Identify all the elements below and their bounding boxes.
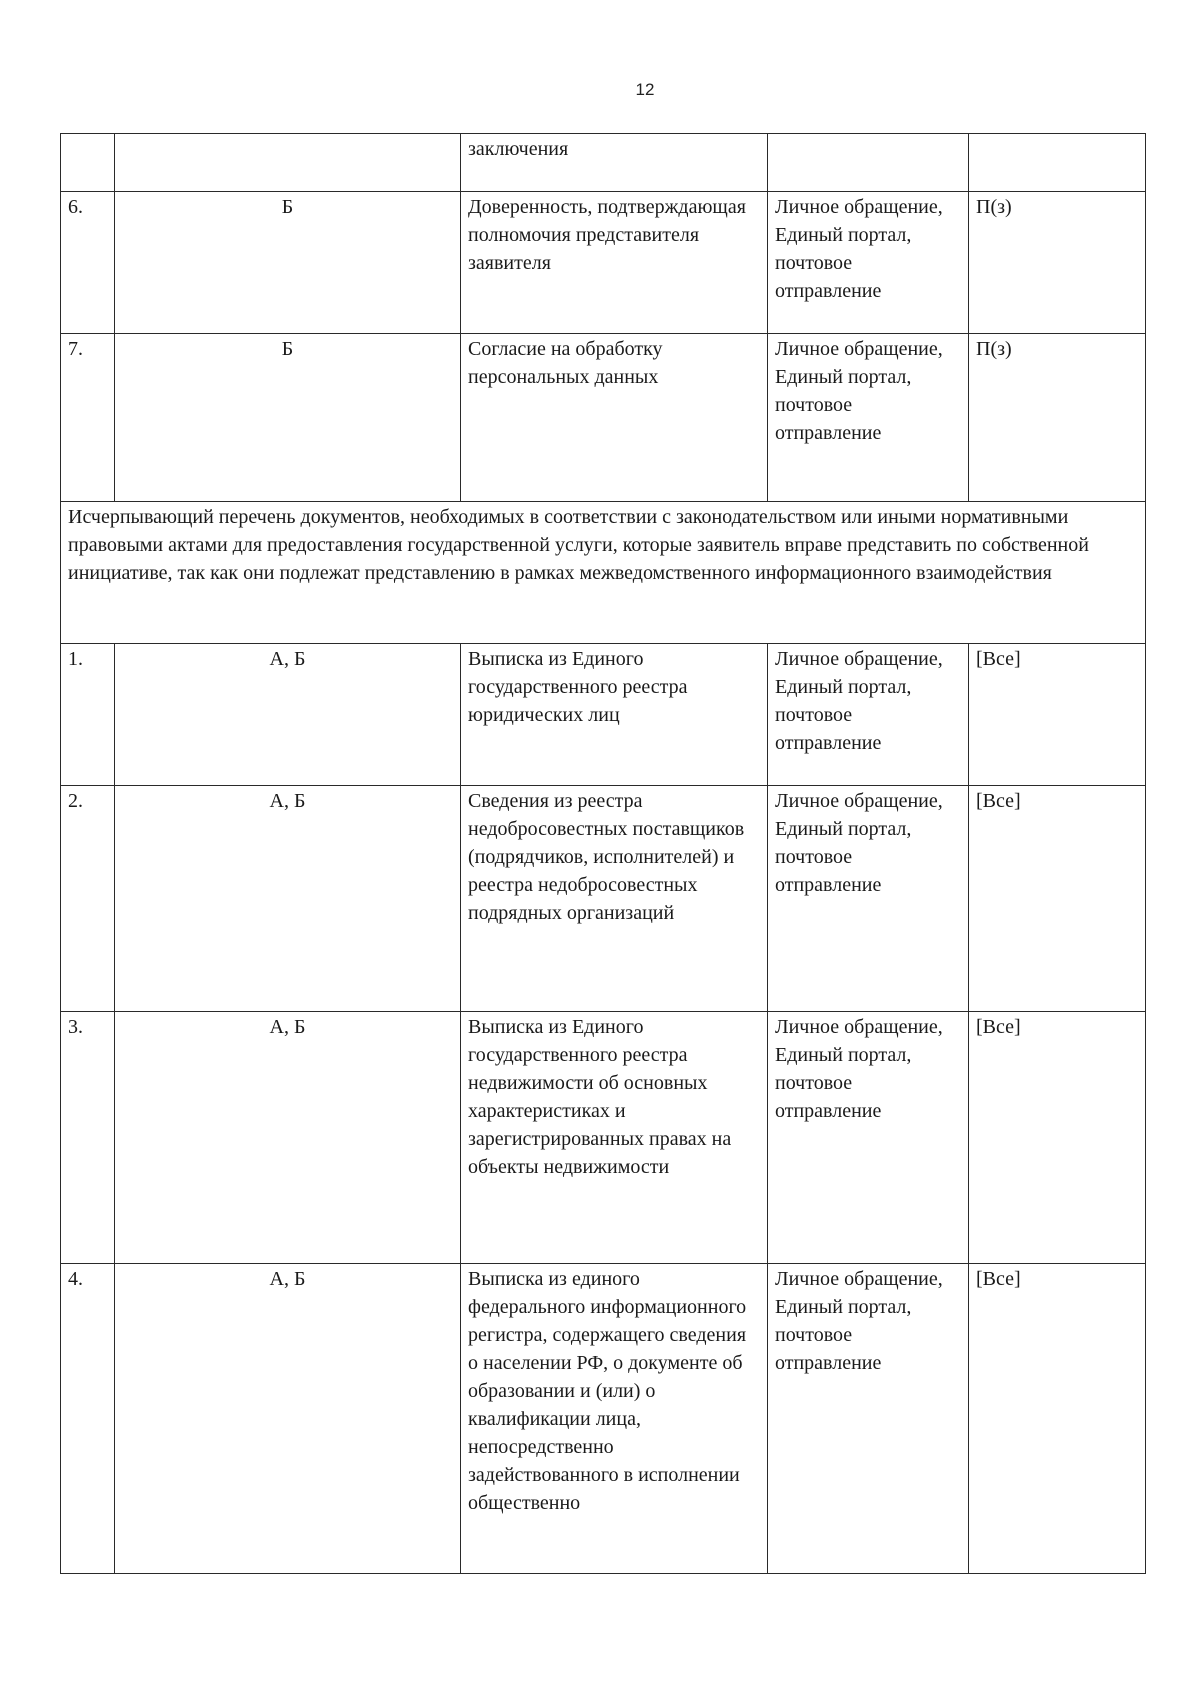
document-form [969,134,1146,192]
applicant-category: А, Б [115,1264,461,1574]
document-form: [Все] [969,786,1146,1012]
row-number: 1. [61,644,115,786]
table-row [61,1012,1146,1264]
submission-method: Личное обращение, Единый портал, почтовое отправление [768,1012,969,1264]
document-form: [Все] [969,644,1146,786]
page-number: 12 [635,80,655,99]
row-number: 4. [61,1264,115,1574]
document-name: Выписка из единого федерального информационного регистра, содержащего сведения о населении РФ, о документе об образовании и (или) о квалификации лица, непосредственно задействованного в исполнении общественно [461,1264,768,1574]
table-row [61,192,1146,334]
applicant-category: А, Б [115,786,461,1012]
applicant-category: А, Б [115,1012,461,1264]
table-row [61,1264,1146,1574]
document-form: [Все] [969,1012,1146,1264]
row-number: 3. [61,1012,115,1264]
document-name: заключения [461,134,768,192]
submission-method: Личное обращение, Единый портал, почтовое отправление [768,644,969,786]
applicant-category: Б [115,334,461,502]
document-form: [Все] [969,1264,1146,1574]
row-number: 2. [61,786,115,1012]
document-name: Выписка из Единого государственного реестра недвижимости об основных характеристиках и зарегистрированных правах на объекты недвижимости [461,1012,768,1264]
submission-method: Личное обращение, Единый портал, почтовое отправление [768,334,969,502]
submission-method: Личное обращение, Единый портал, почтовое отправление [768,192,969,334]
document-form: П(з) [969,192,1146,334]
document-name: Сведения из реестра недобросовестных поставщиков (подрядчиков, исполнителей) и реестра недобросовестных подрядных организаций [461,786,768,1012]
submission-method [768,134,969,192]
submission-method: Личное обращение, Единый портал, почтовое отправление [768,1264,969,1574]
table-row [61,644,1146,786]
section-heading: Исчерпывающий перечень документов, необходимых в соответствии с законодательством или иными нормативными правовыми актами для предоставления государственной услуги, которые заявитель вправе представить по собственной инициативе, так как они подлежат представлению в рамках межведомственного информационного взаимодействия [61,502,1146,644]
document-name: Доверенность, подтверждающая полномочия представителя заявителя [461,192,768,334]
applicant-category: А, Б [115,644,461,786]
applicant-category: Б [115,192,461,334]
document-form: П(з) [969,334,1146,502]
applicant-category [115,134,461,192]
documents-table [60,133,1146,1574]
document-name: Выписка из Единого государственного реестра юридических лиц [461,644,768,786]
row-number [61,134,115,192]
row-number: 6. [61,192,115,334]
table-row [61,334,1146,502]
table-row [61,134,1146,192]
section-heading-row [61,502,1146,644]
table-row [61,786,1146,1012]
document-name: Согласие на обработку персональных данных [461,334,768,502]
row-number: 7. [61,334,115,502]
submission-method: Личное обращение, Единый портал, почтовое отправление [768,786,969,1012]
